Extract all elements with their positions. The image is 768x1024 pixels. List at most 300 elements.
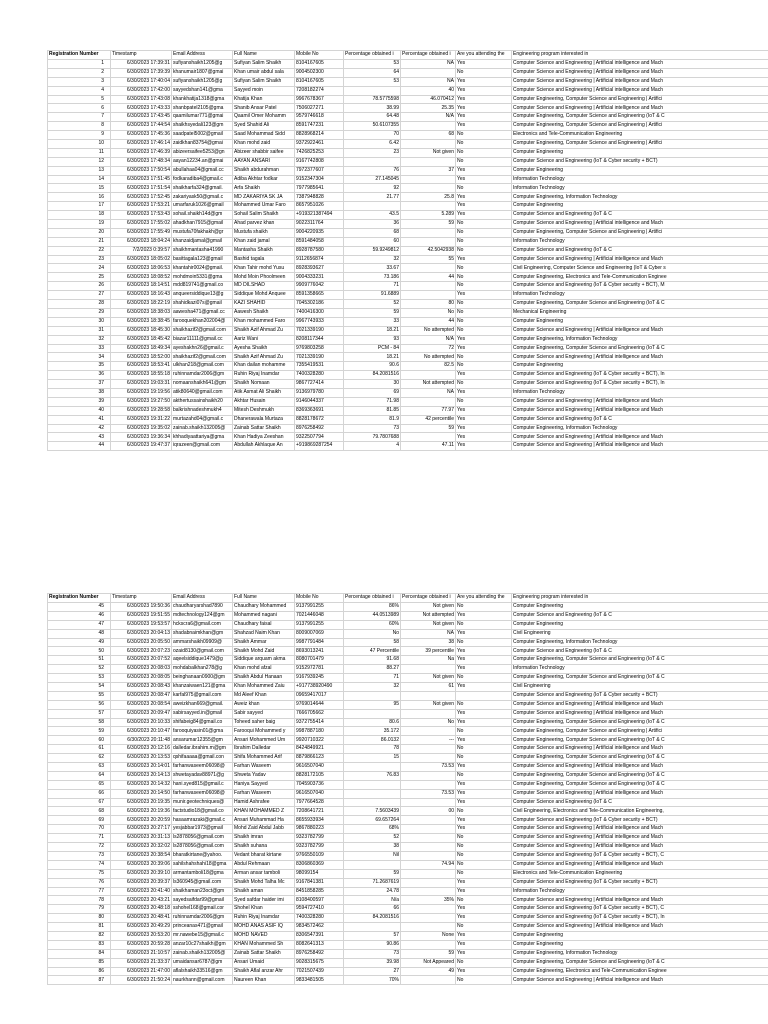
table-cell: PCM - 84 [344, 344, 401, 353]
table-cell: 6/30/2023 20:48:18 [111, 905, 172, 914]
table-cell: 9987887180 [295, 727, 344, 736]
table-row [48, 798, 768, 807]
table-cell: zainab.shaikh132005@ [172, 424, 233, 433]
table-cell [401, 122, 456, 131]
table-cell: Khan Tahir mohd Yusu [233, 264, 295, 273]
table-cell: 68 [401, 131, 456, 140]
table-row [48, 905, 768, 914]
table-cell: 78 [344, 745, 401, 754]
table-cell: 5.289 [401, 211, 456, 220]
table-cell: 27 [344, 967, 401, 976]
table-cell: No [456, 362, 512, 371]
table-row [48, 967, 768, 976]
table-cell: 76.83 [344, 771, 401, 780]
table-cell: 49 [401, 967, 456, 976]
table-cell: 7 [48, 113, 111, 122]
table-cell: shanbpatel2105@gma [172, 104, 233, 113]
table-cell: Computer Science and Engineering (IoT & Cyber security + BCT) [512, 157, 768, 166]
table-cell: 9136979780 [295, 388, 344, 397]
table-cell: 6/30/2023 20:12:16 [111, 745, 172, 754]
table-cell: 59 [401, 424, 456, 433]
table-cell: Civil Engineering [512, 629, 768, 638]
table-cell: 42 [48, 424, 111, 433]
table-cell: Information Technology [512, 388, 768, 397]
table-cell: 6/30/2023 17:53:21 [111, 202, 172, 211]
table-cell: 6/30/2023 17:45:36 [111, 131, 172, 140]
table-cell: 7045903736 [295, 780, 344, 789]
table-cell: 9322507794 [295, 433, 344, 442]
table-cell: N/A [401, 335, 456, 344]
table-row [48, 745, 768, 754]
table-row [48, 95, 768, 104]
table-cell: No [456, 353, 512, 362]
table-cell [344, 860, 401, 869]
table-cell: 6/30/2023 20:07:52 [111, 656, 172, 665]
column-header: Email Address [172, 51, 233, 60]
table-cell [401, 709, 456, 718]
table-cell: No [456, 976, 512, 985]
table-row [48, 184, 768, 193]
table-row [48, 344, 768, 353]
table-cell: 67 [48, 798, 111, 807]
table-cell: 4 [344, 442, 401, 451]
table-cell: 33 [48, 344, 111, 353]
column-header: Mobile No [295, 594, 344, 603]
table-row [48, 825, 768, 834]
table-cell: 44 [48, 442, 111, 451]
table-cell: 57 [48, 709, 111, 718]
table-cell: 35.172 [344, 727, 401, 736]
table-cell: Sufiyan Salim Shaikh [233, 60, 295, 69]
table-cell: 78 [48, 896, 111, 905]
table-cell: 11 [48, 148, 111, 157]
table-cell: 39 [48, 397, 111, 406]
table-cell [401, 282, 456, 291]
table-cell: 6/30/2023 20:39:37 [111, 878, 172, 887]
table-cell: 72 [401, 344, 456, 353]
table-cell [344, 157, 401, 166]
table-cell [401, 905, 456, 914]
table-cell: 4 [48, 86, 111, 95]
table-row [48, 736, 768, 745]
table-cell: Computer Science and Engineering | Artificial intelligence and Mach [512, 442, 768, 451]
table-cell: 8208117344 [295, 335, 344, 344]
table-cell: Qaamil Omer Mohamm [233, 113, 295, 122]
table-cell: atik80640@gmail.com [172, 388, 233, 397]
table-cell: Sohail Salim Shaikh [233, 211, 295, 220]
table-row [48, 380, 768, 389]
table-cell: 38 [401, 638, 456, 647]
table-row [48, 665, 768, 674]
table-cell: No [456, 869, 512, 878]
table-cell: 90.6 [344, 362, 401, 371]
table-cell: 6/30/2023 18:14:51 [111, 282, 172, 291]
table-cell: Shaikh Mohd Zaid [233, 647, 295, 656]
table-cell: 26 [48, 282, 111, 291]
table-cell: Yes [456, 77, 512, 86]
table-cell: qaamilumar771@gmai [172, 113, 233, 122]
table-cell: Khatija Khan [233, 95, 295, 104]
table-cell: AAYAN ANSARI [233, 157, 295, 166]
table-cell: Yes [456, 780, 512, 789]
table-cell: zakariyask50@gmail.c [172, 193, 233, 202]
table-cell: No [401, 718, 456, 727]
table-cell: shaikharfa324@gmail. [172, 184, 233, 193]
table-cell: 16 [48, 193, 111, 202]
table-cell: No [456, 700, 512, 709]
table-cell: Yes [456, 816, 512, 825]
table-cell: 6/30/2023 21:50:24 [111, 976, 172, 985]
table-row [48, 148, 768, 157]
table-cell: Yes [456, 415, 512, 424]
table-cell: 82 [48, 931, 111, 940]
table-cell: 7021446048 [295, 611, 344, 620]
table-cell: Zainab Sattar Shaikh [233, 424, 295, 433]
table-cell: 71 [344, 674, 401, 683]
table-cell: Mitesh Deshmukh [233, 406, 295, 415]
table-cell: 6/30/2023 20:39:06 [111, 860, 172, 869]
table-cell: qshifaaaaa@gmail.con [172, 754, 233, 763]
table-cell: 7/2/2023 0:39:57 [111, 246, 172, 255]
table-cell: 57 [344, 931, 401, 940]
table-cell: Not given [401, 148, 456, 157]
table-cell [401, 175, 456, 184]
table-cell: Computer Science and Engineering | Artificial intelligence and Mach [512, 104, 768, 113]
table-cell: mdd819741@gmail.co [172, 282, 233, 291]
table-cell: 6/30/2023 20:39:10 [111, 869, 172, 878]
table-cell: 6/30/2023 17:40:04 [111, 77, 172, 86]
table-row [48, 683, 768, 692]
table-cell [401, 237, 456, 246]
table-cell [401, 878, 456, 887]
table-cell: 29 [48, 308, 111, 317]
table-cell: 7426825253 [295, 148, 344, 157]
table-cell: 9152972781 [295, 665, 344, 674]
table-row [48, 816, 768, 825]
table-cell: 9152347304 [295, 175, 344, 184]
table-cell: Mohd Zaid Abdul Jabb [233, 825, 295, 834]
table-cell: 6/30/2023 18:05:02 [111, 255, 172, 264]
table-cell: 93 [344, 335, 401, 344]
table-cell: Computer Engineering, Computer Science and Engineering (IoT & C [512, 754, 768, 763]
table-cell: 6/30/2023 20:32:02 [111, 843, 172, 852]
table-cell: Computer Engineering, Computer Science and Engineering (IoT & C [512, 780, 768, 789]
table-cell: 86 [48, 967, 111, 976]
table-cell: Computer Engineering [512, 202, 768, 211]
table-row [48, 896, 768, 905]
table-cell: Computer Science and Engineering (IoT & Cyber security + BCT) [512, 816, 768, 825]
table-cell: Aweiz khan [233, 700, 295, 709]
table-cell: Computer Science and Engineering | Artificial intelligence and Mach [512, 745, 768, 754]
table-cell: 62 [48, 754, 111, 763]
table-row [48, 237, 768, 246]
table-row [48, 611, 768, 620]
table-cell: 76 [48, 878, 111, 887]
table-cell: 12 [48, 157, 111, 166]
table-row [48, 727, 768, 736]
table-row [48, 77, 768, 86]
table-cell: 33.67 [344, 264, 401, 273]
table-cell: Not given [401, 620, 456, 629]
table-cell: Mohammed Umar Faro [233, 202, 295, 211]
table-cell: Shaikh Aflal anzar Ahr [233, 967, 295, 976]
table-cell: No [456, 326, 512, 335]
table-cell: Information Technology [512, 237, 768, 246]
table-cell: Yes [456, 202, 512, 211]
table-cell [401, 834, 456, 843]
table-cell: 71.98 [344, 397, 401, 406]
table-cell: shwetayadav88971@g [172, 771, 233, 780]
table-cell: Aariz Wani [233, 335, 295, 344]
table-row [48, 834, 768, 843]
table-cell [401, 914, 456, 923]
table-cell: 6/30/2023 20:07:23 [111, 647, 172, 656]
table-cell [401, 264, 456, 273]
table-cell: 68 [48, 807, 111, 816]
table-cell: 6/30/2023 20:08:03 [111, 665, 172, 674]
table-cell: 72 [48, 843, 111, 852]
table-cell: 6/30/2023 20:19:36 [111, 807, 172, 816]
table-cell: Not given [401, 700, 456, 709]
table-cell: 98099154 [295, 869, 344, 878]
registration-table-2 [47, 593, 768, 985]
table-cell: 8928393627 [295, 264, 344, 273]
table-cell: 7977664528 [295, 798, 344, 807]
table-cell [401, 887, 456, 896]
table-cell: 6/30/2023 17:50:54 [111, 166, 172, 175]
table-cell: 6/30/2023 20:43:21 [111, 896, 172, 905]
table-cell: Yes [456, 95, 512, 104]
table-row [48, 406, 768, 415]
table-cell: iqrazeen@gmail.com [172, 442, 233, 451]
table-cell: sayedsaifdar99@gmail [172, 896, 233, 905]
table-cell: Computer Engineering, Computer Science and Engineering (IoT & C [512, 674, 768, 683]
table-cell: sahilshahshahi18@gma [172, 860, 233, 869]
table-cell: 81.9 [344, 415, 401, 424]
table-cell: 39.98 [344, 958, 401, 967]
table-cell: 44 [401, 317, 456, 326]
table-cell: 73.53 [401, 763, 456, 772]
table-cell: Computer Engineering, Computer Science and Engineering | Artifici [512, 95, 768, 104]
table-cell: 6 [48, 104, 111, 113]
table-cell: Yes [456, 905, 512, 914]
header-row [48, 594, 768, 603]
table-cell: Zainab Sattar Shaikh [233, 949, 295, 958]
table-cell: Aawesh Shaikh [233, 308, 295, 317]
table-cell: Yes [456, 647, 512, 656]
table-cell: 38 [344, 843, 401, 852]
table-cell: 7977985641 [295, 184, 344, 193]
table-row [48, 68, 768, 77]
table-cell: No [456, 273, 512, 282]
table-cell: Ruhin Riyaj Inamdar [233, 914, 295, 923]
table-cell: 47 [48, 620, 111, 629]
table-cell: 9 [48, 131, 111, 140]
table-cell: Mechanical Engineering [512, 308, 768, 317]
table-cell: Computer Engineering, Information Technology [512, 949, 768, 958]
table-cell: No [456, 603, 512, 612]
table-cell: Dhanerawala Murtaza [233, 415, 295, 424]
table-cell: zainab.shaikh132005@ [172, 949, 233, 958]
table-cell: 6/30/2023 17:51:54 [111, 184, 172, 193]
table-cell: Yes [456, 878, 512, 887]
table-cell: 6/30/2023 17:51:45 [111, 175, 172, 184]
table-cell: 44 [401, 273, 456, 282]
table-cell: Khan zaid jamal [233, 237, 295, 246]
table-cell: Computer Science and Engineering | Artificial intelligence and Mach [512, 763, 768, 772]
table-cell: No attempted [401, 326, 456, 335]
table-cell: 68% [344, 825, 401, 834]
table-cell: princeanas471@gmail [172, 923, 233, 932]
table-cell: 6/30/2023 20:04:13 [111, 629, 172, 638]
table-cell: 9920710322 [295, 736, 344, 745]
table-cell: karfal975@gmail.com [172, 691, 233, 700]
table-cell: Yes [456, 718, 512, 727]
table-row [48, 754, 768, 763]
table-cell: 91.68 [344, 656, 401, 665]
table-cell: Na [401, 656, 456, 665]
table-cell: Yes [456, 344, 512, 353]
table-cell: No [401, 308, 456, 317]
table-row [48, 620, 768, 629]
table-cell: No [456, 308, 512, 317]
table-cell: Mohd Moin Phoolmeen [233, 273, 295, 282]
table-cell: 6/30/2023 18:08:52 [111, 273, 172, 282]
table-cell [344, 691, 401, 700]
table-cell: Computer Engineering [512, 317, 768, 326]
table-cell: 18.21 [344, 353, 401, 362]
table-cell: No [456, 843, 512, 852]
table-cell: 9867880223 [295, 825, 344, 834]
table-cell: Shanib Ansar Patel [233, 104, 295, 113]
table-cell: 53 [344, 77, 401, 86]
table-cell: 7208182274 [295, 86, 344, 95]
table-cell: KHAN MOHAMMED Z [233, 807, 295, 816]
table-cell: 86.0132 [344, 736, 401, 745]
table-cell: 43.5 [344, 211, 401, 220]
table-cell: fodkaradiba4@gmail.c [172, 175, 233, 184]
table-cell: 6/30/2023 20:31:13 [111, 834, 172, 843]
table-cell: 69.657264 [344, 816, 401, 825]
table-cell: ruhinnamdar2006@gm [172, 914, 233, 923]
table-cell: saadpatel5002@gmail [172, 131, 233, 140]
table-cell: 52 [344, 300, 401, 309]
table-cell: 6/30/2023 21:33:37 [111, 958, 172, 967]
table-cell: aqeelsiddique1479@g [172, 656, 233, 665]
table-row [48, 878, 768, 887]
table-cell: Khan Hadiya Zeeshan [233, 433, 295, 442]
column-header: Engineering program interested in [512, 594, 768, 603]
table-cell [344, 202, 401, 211]
table-cell: Md Aleef Khan [233, 691, 295, 700]
table-row [48, 211, 768, 220]
table-cell: hasaamrazaki@gmail.c [172, 816, 233, 825]
table-cell: 59 [401, 220, 456, 229]
table-cell: Chaudhary faisal [233, 620, 295, 629]
column-header: Percentage obtained i [401, 51, 456, 60]
table-cell: Yes [456, 424, 512, 433]
table-cell: Arman ansar tamboli [233, 869, 295, 878]
table-row [48, 202, 768, 211]
table-cell: 81.85 [344, 406, 401, 415]
table-cell: 6/30/2023 19:35:02 [111, 424, 172, 433]
table-cell: 59 [48, 727, 111, 736]
table-cell: 47 Percentile [344, 647, 401, 656]
column-header: Timestamp [111, 594, 172, 603]
table-cell: Computer Science and Engineering | Artificial intelligence and Mach [512, 353, 768, 362]
table-cell: 6/30/2023 20:05:50 [111, 638, 172, 647]
table-row [48, 931, 768, 940]
table-cell: Computer Science and Engineering (IoT & C [512, 246, 768, 255]
table-cell: 41 [48, 415, 111, 424]
table-cell: 09659417017 [295, 691, 344, 700]
table-cell: Information Technology [512, 291, 768, 300]
column-header: Mobile No [295, 51, 344, 60]
table-cell: No [456, 896, 512, 905]
table-cell: 37 [401, 166, 456, 175]
table-cell: mohdabalkhan278@g [172, 665, 233, 674]
table-cell: No [456, 264, 512, 273]
table-row [48, 264, 768, 273]
table-cell: NA [401, 60, 456, 69]
table-cell: Computer Science and Engineering (IoT & C [512, 647, 768, 656]
table-cell: --- [401, 736, 456, 745]
table-cell: 8591484058 [295, 237, 344, 246]
table-cell: 46 [48, 611, 111, 620]
table-cell: 70% [344, 976, 401, 985]
table-cell: biazar11111@gmail.cc [172, 335, 233, 344]
table-cell: 71 [344, 282, 401, 291]
table-cell: 6/30/2023 18:45:42 [111, 335, 172, 344]
table-cell: Akhtar Husain [233, 397, 295, 406]
table-cell: 18.21 [344, 326, 401, 335]
table-row [48, 638, 768, 647]
table-cell: No [456, 834, 512, 843]
table-cell: 59 [401, 949, 456, 958]
table-cell: Computer Engineering, Computer Science and Engineering (IoT & C [512, 656, 768, 665]
table-cell: Yes [456, 193, 512, 202]
table-cell: mohdmoin5331@gma [172, 273, 233, 282]
table-cell: 8104167605 [295, 60, 344, 69]
table-row [48, 851, 768, 860]
table-cell [401, 371, 456, 380]
table-cell: 6/30/2023 20:10:33 [111, 718, 172, 727]
table-cell: 9028315675 [295, 958, 344, 967]
table-cell: Mohammed nagani [233, 611, 295, 620]
column-header: Email Address [172, 594, 233, 603]
table-cell [401, 940, 456, 949]
table-cell: Yes [456, 175, 512, 184]
table-cell: Bashid tagala [233, 255, 295, 264]
table-cell: 6/30/2023 20:08:54 [111, 700, 172, 709]
table-cell: 6/30/2023 20:10:47 [111, 727, 172, 736]
table-row [48, 940, 768, 949]
table-cell: Vedant bharat kirtane [233, 851, 295, 860]
table-cell: 14 [48, 175, 111, 184]
table-cell: 6/30/2023 20:27:17 [111, 825, 172, 834]
table-cell [401, 816, 456, 825]
table-cell: 6/30/2023 18:53:41 [111, 362, 172, 371]
table-cell: zaidkhan83754@gmai [172, 140, 233, 149]
table-row [48, 433, 768, 442]
table-cell: 64 [48, 771, 111, 780]
table-row [48, 113, 768, 122]
table-cell: 7.5603439 [344, 807, 401, 816]
table-cell: 6/30/2023 19:50:36 [111, 603, 172, 612]
table-cell: 6/30/2023 21:10:57 [111, 949, 172, 958]
table-cell: 60% [344, 620, 401, 629]
table-cell: Computer Science and Engineering (IoT & Cyber security + BCT), In [512, 371, 768, 380]
